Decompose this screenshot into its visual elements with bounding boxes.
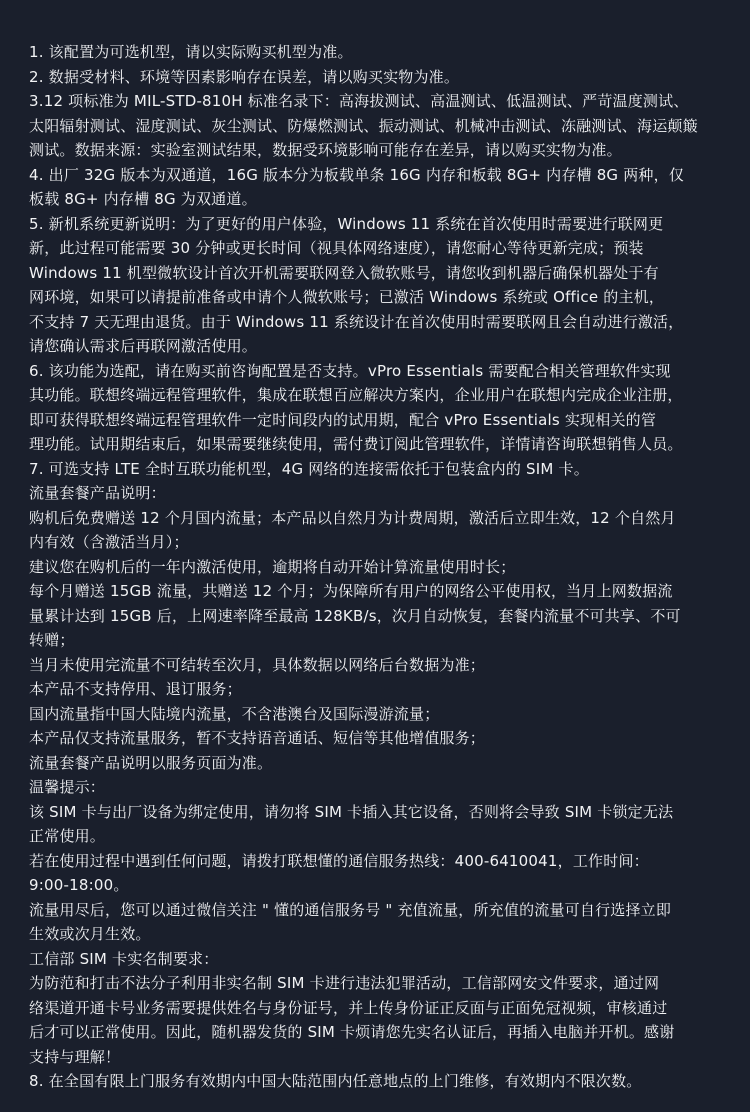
note-line: 测试。数据来源：实验室测试结果，数据受环境影响可能存在差异，请以购买实物为准。 (29, 141, 622, 159)
note-line: 购机后免费赠送 12 个月国内流量；本产品以自然月为计费周期，激活后立即生效，12 个自然月 (29, 508, 676, 527)
note-line: 7. 可选支持 LTE 全时互联功能机型，4G 网络的连接需依托于包装盒内的 SIM 卡。 (29, 459, 589, 478)
note-line: 9:00-18:00。 (29, 876, 129, 894)
note-line: 太阳辐射测试、湿度测试、灰尘测试、防爆燃测试、振动测试、机械冲击测试、冻融测试、海运颠簸 (29, 116, 698, 135)
note-line: 理功能。试用期结束后，如果需要继续使用，需付费订阅此管理软件，详情请咨询联想销售人员。 (29, 435, 683, 453)
note-line: 请您确认需求后再联网激活使用。 (29, 337, 258, 355)
note-line: Windows 11 机型微软设计首次开机需要联网登入微软账号，请您收到机器后确保机器处于有 (29, 263, 659, 282)
note-line: 本产品不支持停用、退订服务； (29, 680, 242, 698)
section-heading: 工信部 SIM 卡实名制要求： (29, 949, 219, 968)
note-line: 内有效（含激活当月）； (29, 533, 189, 551)
section-heading: 温馨提示： (29, 778, 106, 796)
note-line: 其功能。联想终端远程管理软件，集成在联想百应解决方案内，企业用户在联想内完成企业注册， (29, 386, 683, 404)
note-line: 6. 该功能为选配，请在购买前咨询配置是否支持。vPro Essentials 需要配合相关管理软件实现 (29, 361, 671, 380)
note-line: 正常使用。 (29, 827, 106, 845)
note-line: 生效或次月生效。 (29, 925, 151, 943)
note-line: 新，此过程可能需要 30 分钟或更长时间（视具体网络速度），请您耐心等待更新完成；预装 (29, 239, 644, 257)
note-line: 该 SIM 卡与出厂设备为绑定使用，请勿将 SIM 卡插入其它设备，否则将会导致 SIM 卡锁定无法 (29, 802, 674, 821)
note-line: 支持与理解！ (29, 1047, 121, 1066)
note-line: 5. 新机系统更新说明：为了更好的用户体验，Windows 11 系统在首次使用时需要进行联网更 (29, 214, 664, 233)
note-line: 即可获得联想终端远程管理软件一定时间段内的试用期，配合 vPro Essentials 实现相关的管 (29, 410, 657, 429)
note-line: 量累计达到 15GB 后，上网速率降至最高 128KB/s，次月自动恢复，套餐内流量不可共享、不可 (29, 606, 681, 625)
note-line: 每个月赠送 15GB 流量，共赠送 12 个月；为保障所有用户的网络公平使用权，当月上网数据流 (29, 582, 673, 600)
note-line: 建议您在购机后的一年内激活使用，逾期将自动开始计算流量使用时长； (29, 557, 516, 576)
note-line: 后才可以正常使用。因此，随机器发货的 SIM 卡烦请您先实名认证后，再插入电脑并开机。感谢 (29, 1023, 675, 1041)
note-line: 3.12 项标准为 MIL-STD-810H 标准名录下：高海拔测试、高温测试、低温测试、严苛温度测试、 (29, 92, 689, 110)
section-heading: 流量套餐产品说明： (29, 484, 166, 502)
note-line: 2. 数据受材料、环境等因素影响存在误差，请以购买实物为准。 (29, 67, 460, 86)
note-line: 流量用尽后，您可以通过微信关注 " 懂的通信服务号 " 充值流量，所充值的流量可自行选择立即 (29, 900, 672, 919)
note-line: 板载 8G+ 内存槽 8G 为双通道。 (29, 190, 257, 208)
note-line: 络渠道开通卡号业务需要提供姓名与身份证号，并上传身份证正反面与正面免冠视频，审核通过 (29, 998, 668, 1017)
note-line: 国内流量指中国大陆境内流量，不含港澳台及国际漫游流量； (29, 704, 440, 723)
note-line: 网环境，如果可以请提前准备或申请个人微软账号；已激活 Windows 系统或 Office 的主机， (29, 288, 665, 306)
note-line: 若在使用过程中遇到任何问题，请拨打联想懂的通信服务热线：400-6410041，工作时间： (29, 851, 649, 870)
note-line: 8. 在全国有限上门服务有效期内中国大陆范围内任意地点的上门维修，有效期内不限次数。 (29, 1072, 642, 1090)
note-line: 转赠； (29, 631, 75, 649)
note-line: 1. 该配置为可选机型，请以实际购买机型为准。 (29, 43, 353, 61)
note-line: 不支持 7 天无理由退货。由于 Windows 11 系统设计在首次使用时需要联网且会自动进行激活， (29, 312, 684, 331)
note-line: 4. 出厂 32G 版本为双通道，16G 版本分为板载单条 16G 内存和板载 8G+ 内存槽 8G 两种，仅 (29, 165, 685, 184)
note-line: 流量套餐产品说明以服务页面为准。 (29, 753, 273, 772)
note-line: 当月未使用完流量不可结转至次月，具体数据以网络后台数据为准； (29, 655, 486, 674)
note-line: 本产品仅支持流量服务，暂不支持语音通话、短信等其他增值服务； (29, 729, 486, 747)
note-line: 为防范和打击不法分子利用非实名制 SIM 卡进行违法犯罪活动，工信部网安文件要求，通过网 (29, 974, 660, 992)
